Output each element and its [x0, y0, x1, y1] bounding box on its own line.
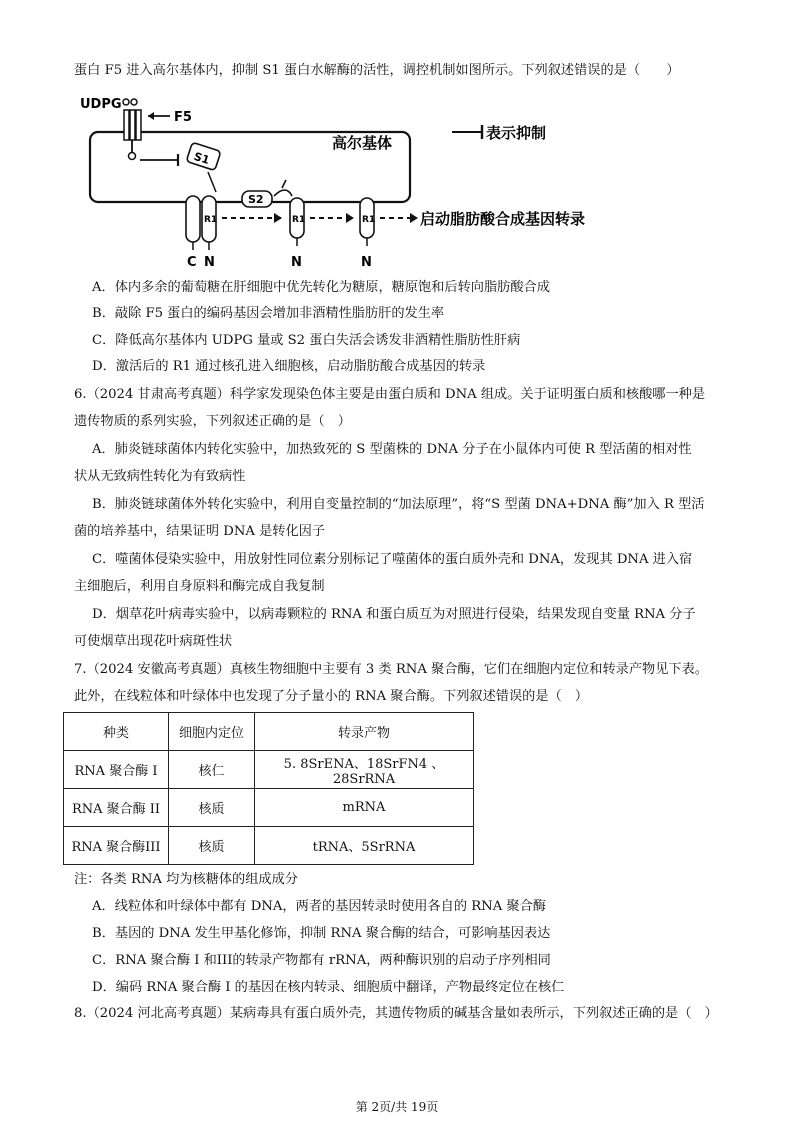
q8-stem: 8.（2024 河北高考真题）某病毒具有蛋白质外壳，其遗传物质的碱基含量如表所示，下列叙述正确的是（ ） — [74, 1006, 718, 1021]
golgi-regulation-diagram — [70, 92, 630, 272]
r1-label-3: R1 — [362, 215, 376, 225]
q5-option-c: C．降低高尔基体内 UDPG 量或 S2 蛋白失活会诱发非酒精性脂肪性肝病 — [92, 333, 521, 348]
f5-transporter-icon — [124, 110, 141, 160]
q6-option-d-line-2: 可使烟草出现花叶病斑性状 — [74, 634, 233, 649]
golgi-label: 高尔基体 — [332, 134, 393, 152]
table-cell: mRNA — [255, 789, 474, 827]
table-header-cell: 转录产物 — [255, 713, 474, 751]
udpg-molecule-icon — [123, 99, 129, 105]
q7-option-b: B．基因的 DNA 发生甲基化修饰，抑制 RNA 聚合酶的结合，可影响基因表达 — [92, 926, 551, 941]
table-row — [64, 789, 474, 827]
table-cell: RNA 聚合酶III — [64, 827, 169, 865]
q5-option-d: D．激活后的 R1 通过核孔进入细胞核，启动脂肪酸合成基因的转录 — [92, 359, 486, 374]
table-row — [64, 751, 474, 789]
q7-option-c: C．RNA 聚合酶 I 和III的转录产物都有 rRNA，两种酶识别的启动子序列相同 — [92, 953, 551, 968]
table-cell: 5. 8SrENA、18SrFN4 、28SrRNA — [255, 751, 474, 789]
r1-label-2: R1 — [292, 215, 306, 225]
table-row — [64, 827, 474, 865]
n-terminal-label-3: N — [361, 255, 372, 270]
q6-option-c-line-2: 主细胞后，利用自身原料和酶完成自我复制 — [74, 579, 325, 594]
q7-stem-line-1: 7.（2024 安徽高考真题）真核生物细胞中主要有 3 类 RNA 聚合酶，它们在细胞内定位和转录产物见下表。 — [74, 662, 708, 677]
s1-label: S1 — [192, 149, 212, 167]
q6-option-b-line-2: 菌的培养基中，结果证明 DNA 是转化因子 — [74, 524, 326, 539]
table-header-cell: 细胞内定位 — [169, 713, 255, 751]
rna-polymerase-table — [63, 712, 474, 865]
q7-stem-line-2: 此外，在线粒体和叶绿体中也发现了分子量小的 RNA 聚合酶。下列叙述错误的是（ ） — [74, 689, 589, 704]
s2-label: S2 — [248, 193, 264, 206]
table-cell: 核仁 — [169, 751, 255, 789]
table-cell: 核质 — [169, 789, 255, 827]
q6-option-b-line-1: B．肺炎链球菌体外转化实验中，利用自变量控制的“加法原理”，将“S 型菌 DNA+DNA 酶”加入 R 型活 — [92, 497, 705, 512]
q6-stem-line-2: 遗传物质的系列实验，下列叙述正确的是（ ） — [74, 414, 351, 429]
q5-stem: 蛋白 F5 进入高尔基体内，抑制 S1 蛋白水解酶的活性，调控机制如图所示。下列叙述错误的是（ ） — [74, 63, 680, 78]
table-header-cell: 种类 — [64, 713, 169, 751]
udpg-label: UDPG — [80, 97, 122, 112]
f5-label: F5 — [174, 110, 192, 125]
q6-option-a-line-2: 状从无致病性转化为有致病性 — [74, 469, 246, 484]
q6-stem-line-1: 6.（2024 甘肃高考真题）科学家发现染色体主要是由蛋白质和 DNA 组成。关于证明蛋白质和核酸哪一种是 — [74, 387, 706, 402]
r1-label-1: R1 — [204, 215, 218, 225]
q7-table-note: 注：各类 RNA 均为核糖体的组成成分 — [74, 872, 298, 887]
q7-option-a: A．线粒体和叶绿体中都有 DNA，两者的基因转录时使用各自的 RNA 聚合酶 — [92, 899, 546, 914]
q7-option-d: D．编码 RNA 聚合酶 I 的基因在核内转录、细胞质中翻译，产物最终定位在核仁 — [92, 980, 565, 995]
scissors-icon — [274, 190, 292, 196]
table-cell: RNA 聚合酶 II — [64, 789, 169, 827]
page-footer: 第 2页/共 19页 — [355, 1100, 439, 1114]
transcription-output-label: 启动脂肪酸合成基因转录 — [420, 210, 586, 228]
table-cell: tRNA、5SrRNA — [255, 827, 474, 865]
table-cell: RNA 聚合酶 I — [64, 751, 169, 789]
n-terminal-label-1: N — [204, 255, 215, 270]
table-cell: 核质 — [169, 827, 255, 865]
q6-option-c-line-1: C．噬菌体侵染实验中，用放射性同位素分别标记了噬菌体的蛋白质外壳和 DNA，发现其 DNA 进入宿 — [92, 552, 693, 567]
q5-option-a: A．体内多余的葡萄糖在肝细胞中优先转化为糖原，糖原饱和后转向脂肪酸合成 — [92, 280, 550, 295]
legend-label: 表示抑制 — [486, 124, 547, 142]
n-terminal-label-2: N — [291, 255, 302, 270]
q6-option-d-line-1: D．烟草花叶病毒实验中，以病毒颗粒的 RNA 和蛋白质互为对照进行侵染，结果发现自变量 RNA 分子 — [92, 607, 696, 622]
table-header-row — [64, 713, 474, 751]
q5-option-b: B．敲除 F5 蛋白的编码基因会增加非酒精性脂肪肝的发生率 — [92, 306, 445, 321]
c-terminal-label: C — [187, 255, 197, 270]
q6-option-a-line-1: A．肺炎链球菌体内转化实验中，加热致死的 S 型菌株的 DNA 分子在小鼠体内可使 R 型活菌的相对性 — [92, 442, 692, 457]
